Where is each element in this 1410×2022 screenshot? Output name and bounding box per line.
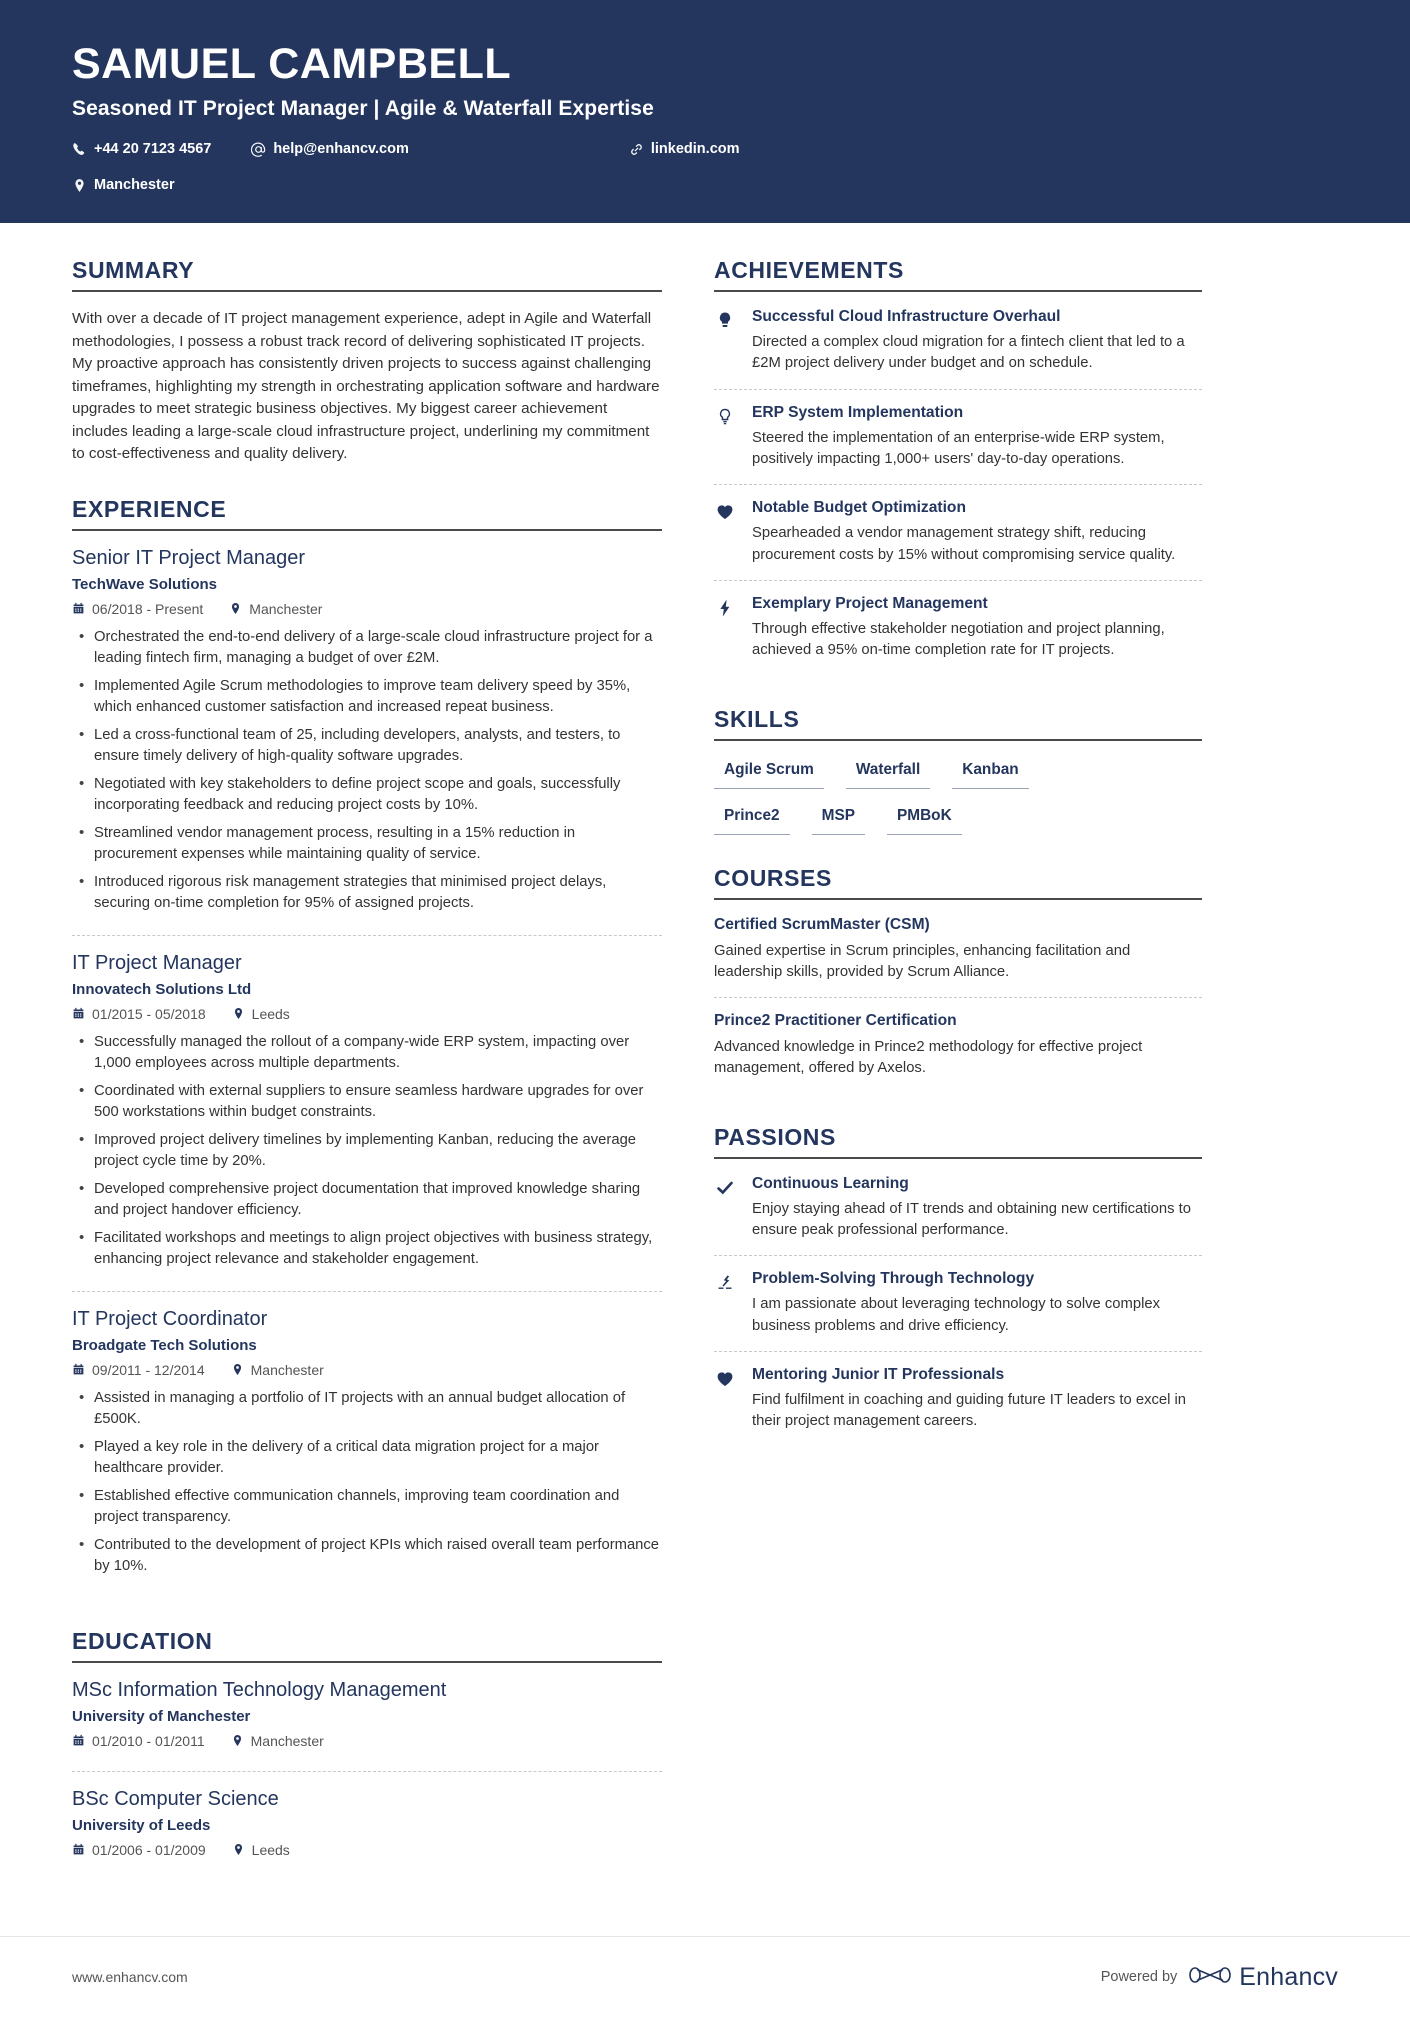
education-dates	[72, 1842, 206, 1858]
achievement-item	[714, 308, 1202, 389]
job-bullet: • Assisted in managing a portfolio of IT projects with an annual budget allocation of £500K.	[72, 1388, 662, 1430]
contact-phone	[72, 141, 211, 157]
skill-chip: Agile Scrum	[714, 757, 824, 789]
contact-location-text: Manchester	[94, 177, 175, 194]
section-title-experience: EXPERIENCE	[72, 496, 662, 531]
job-bullet: • Negotiated with key stakeholders to define project scope and goals, successfully incorporating feedback and reducing project costs by 10%.	[72, 774, 662, 816]
achievement-desc: Through effective stakeholder negotiation and project planning, achieved a 95% on-time completion rate for IT projects.	[752, 620, 1165, 659]
section-education	[72, 1628, 662, 1880]
job-location	[232, 1006, 290, 1022]
section-courses	[714, 865, 1202, 1094]
experience-item	[72, 935, 662, 1291]
calendar-icon	[72, 1363, 85, 1376]
map-pin-icon	[232, 1007, 245, 1020]
achievement-item	[714, 389, 1202, 485]
achievement-desc: Spearheaded a vendor management strategy shift, reducing procurement costs by 15% without compromising service quality.	[752, 525, 1176, 563]
section-experience	[72, 496, 662, 1598]
job-bullet: • Contributed to the development of project KPIs which raised overall team performance by 10%.	[72, 1535, 662, 1577]
resume-body	[0, 223, 1410, 1910]
link-icon	[629, 142, 644, 157]
section-title-summary: SUMMARY	[72, 257, 662, 292]
heart-icon	[714, 501, 736, 523]
job-meta	[72, 1362, 662, 1378]
achievement-title: Successful Cloud Infrastructure Overhaul	[752, 308, 1061, 326]
job-bullet: • Successfully managed the rollout of a company-wide ERP system, impacting over 1,000 employees across multiple departments.	[72, 1032, 662, 1074]
idea-bulb-icon	[714, 406, 736, 428]
achievement-desc: Steered the implementation of an enterprise-wide ERP system, positively impacting 1,000+ users' day-to-day operations.	[752, 429, 1165, 468]
section-title-passions: PASSIONS	[714, 1124, 1202, 1159]
achievement-title: Notable Budget Optimization	[752, 499, 966, 517]
contact-row	[72, 135, 1338, 157]
education-location-text: Manchester	[250, 1732, 324, 1749]
calendar-icon	[72, 1843, 85, 1856]
job-location-text: Leeds	[251, 1005, 290, 1022]
section-summary	[72, 257, 662, 466]
passion-title: Continuous Learning	[752, 1174, 909, 1192]
section-achievements	[714, 257, 1202, 675]
map-pin-icon	[231, 1363, 244, 1376]
section-title-achievements: ACHIEVEMENTS	[714, 257, 1202, 292]
footer-url[interactable]: www.enhancv.com	[72, 1969, 188, 1986]
contact-phone-text: +44 20 7123 4567	[94, 141, 212, 158]
contact-email[interactable]	[251, 141, 409, 157]
map-pin-icon	[232, 1843, 245, 1856]
section-title-skills: SKILLS	[714, 706, 1202, 741]
check-icon	[714, 1177, 736, 1199]
map-pin-icon	[72, 178, 87, 193]
education-location	[232, 1842, 290, 1858]
job-bullet: • Orchestrated the end-to-end delivery of a large-scale cloud infrastructure project for a leading fintech firm, managing a budget of over £2M.	[72, 627, 662, 669]
section-title-courses: COURSES	[714, 865, 1202, 900]
brand-name: Enhancv	[1239, 1962, 1338, 1991]
calendar-icon	[72, 1007, 85, 1020]
job-dates	[72, 601, 203, 617]
section-passions	[714, 1124, 1202, 1447]
job-location	[231, 1362, 324, 1378]
job-bullet: • Streamlined vendor management process, resulting in a 15% reduction in procurement expenses while maintaining quality of service.	[72, 823, 662, 865]
education-school: University of Manchester	[72, 1707, 251, 1725]
job-bullet: • Led a cross-functional team of 25, including developers, analysts, and testers, to ensure timely delivery of high-quality software upgrades.	[72, 725, 662, 767]
course-item	[714, 916, 1202, 998]
enhancv-mark-icon	[1189, 1964, 1231, 1991]
skill-chip: Waterfall	[846, 757, 930, 789]
section-skills	[714, 706, 1202, 835]
experience-item	[72, 1291, 662, 1598]
education-item	[72, 1679, 662, 1771]
job-bullets	[72, 1388, 662, 1577]
powered-by-label: Powered by	[1100, 1969, 1178, 1986]
calendar-icon	[72, 602, 85, 615]
lightbulb-icon	[714, 310, 736, 332]
achievement-item	[714, 484, 1202, 580]
job-meta	[72, 1006, 662, 1022]
resume-footer	[0, 1936, 1410, 2022]
job-dates	[72, 1362, 205, 1378]
passion-desc: I am passionate about leveraging technology to solve complex business problems and drive efficiency.	[752, 1296, 1160, 1334]
left-column	[72, 257, 662, 1910]
job-bullet: • Developed comprehensive project documentation that improved knowledge sharing and project handover efficiency.	[72, 1179, 662, 1221]
passion-desc: Find fulfilment in coaching and guiding future IT leaders to excel in their project management careers.	[752, 1391, 1187, 1430]
job-dates	[72, 1006, 206, 1022]
professional-headline: Seasoned IT Project Manager | Agile & Waterfall Expertise	[72, 97, 654, 121]
job-title: Senior IT Project Manager	[72, 546, 306, 569]
job-location	[229, 601, 322, 617]
education-dates	[72, 1733, 205, 1749]
job-bullet: • Coordinated with external suppliers to ensure seamless hardware upgrades for over 500 workstations within budget constraints.	[72, 1081, 662, 1123]
at-sign-icon	[251, 142, 266, 157]
passion-item	[714, 1175, 1202, 1256]
job-location-text: Manchester	[249, 600, 323, 617]
education-degree: MSc Information Technology Management	[72, 1678, 447, 1701]
puzzle-tech-icon	[714, 1272, 736, 1294]
job-bullets	[72, 1032, 662, 1270]
section-title-education: EDUCATION	[72, 1628, 662, 1663]
contact-linkedin-text: linkedin.com	[650, 141, 740, 158]
job-bullet: • Established effective communication channels, improving team coordination and project transparency.	[72, 1486, 662, 1528]
passion-item	[714, 1351, 1202, 1447]
course-title: Certified ScrumMaster (CSM)	[714, 915, 930, 933]
job-location-text: Manchester	[250, 1361, 324, 1378]
resume-header	[0, 0, 1410, 223]
contact-row-secondary	[72, 171, 1338, 193]
course-desc: Gained expertise in Scrum principles, enhancing facilitation and leadership skills, provided by Scrum Alliance.	[714, 942, 1131, 980]
skill-chip: PMBoK	[887, 803, 962, 835]
lightning-bolt-icon	[714, 597, 736, 619]
job-bullet: • Introduced rigorous risk management strategies that minimised project delays, securing on-time completion for 95% of assigned projects.	[72, 872, 662, 914]
job-company: Innovatech Solutions Ltd	[72, 980, 252, 998]
job-company: TechWave Solutions	[72, 575, 218, 593]
contact-email-text: help@enhancv.com	[273, 141, 409, 158]
education-dates-text: 01/2010 - 01/2011	[92, 1732, 205, 1749]
education-meta	[72, 1842, 662, 1858]
job-title: IT Project Manager	[72, 951, 242, 974]
skill-chip: Kanban	[952, 757, 1028, 789]
job-dates-text: 01/2015 - 05/2018	[92, 1005, 206, 1022]
page-title: SAMUEL CAMPBELL	[72, 40, 512, 88]
education-location	[231, 1733, 324, 1749]
right-column	[714, 257, 1202, 1910]
experience-item	[72, 547, 662, 935]
map-pin-icon	[229, 602, 242, 615]
job-bullet: • Implemented Agile Scrum methodologies to improve team delivery speed by 35%, which enhanced customer satisfaction and increased repeat business.	[72, 676, 662, 718]
job-meta	[72, 601, 662, 617]
summary-text: With over a decade of IT project management experience, adept in Agile and Waterfall methodologies, I possess a robust track record of delivering sophisticated IT projects. My proactive approach has consistently driven projects to success against challenging timeframes, highlighting my strength in orchestrating application software and hardware upgrades to meet strategic business objectives. My biggest career achievement includes leading a large-scale cloud infrastructure project, underlining my commitment to cost-effectiveness and quality delivery.	[72, 310, 660, 463]
passion-desc: Enjoy staying ahead of IT trends and obtaining new certifications to ensure peak professional performance.	[752, 1200, 1191, 1238]
contact-linkedin[interactable]	[629, 141, 740, 157]
powered-by-block	[1101, 1963, 1338, 1992]
skill-chip: MSP	[812, 803, 865, 835]
course-item	[714, 997, 1202, 1094]
brand-logo	[1189, 1963, 1338, 1992]
education-location-text: Leeds	[251, 1841, 290, 1858]
education-item	[72, 1771, 662, 1880]
contact-location	[72, 177, 175, 193]
phone-icon	[72, 142, 87, 157]
heart-icon	[714, 1368, 736, 1390]
achievement-item	[714, 580, 1202, 676]
education-meta	[72, 1733, 662, 1749]
education-school: University of Leeds	[72, 1816, 211, 1834]
achievement-title: ERP System Implementation	[752, 403, 964, 421]
skills-row	[714, 757, 1202, 789]
skills-list	[714, 757, 1202, 835]
job-dates-text: 06/2018 - Present	[92, 600, 204, 617]
job-company: Broadgate Tech Solutions	[72, 1336, 257, 1354]
calendar-icon	[72, 1734, 85, 1747]
skill-chip: Prince2	[714, 803, 790, 835]
passion-title: Mentoring Junior IT Professionals	[752, 1365, 1005, 1383]
job-dates-text: 09/2011 - 12/2014	[92, 1361, 205, 1378]
job-bullet: • Facilitated workshops and meetings to align project objectives with business strategy, enhancing project relevance and stakeholder engagement.	[72, 1228, 662, 1270]
job-bullet: • Played a key role in the delivery of a critical data migration project for a major healthcare provider.	[72, 1437, 662, 1479]
education-degree: BSc Computer Science	[72, 1787, 279, 1810]
course-title: Prince2 Practitioner Certification	[714, 1012, 957, 1030]
achievement-title: Exemplary Project Management	[752, 594, 988, 612]
achievement-desc: Directed a complex cloud migration for a fintech client that led to a £2M project delivery under budget and on schedule.	[752, 334, 1185, 372]
passion-title: Problem-Solving Through Technology	[752, 1270, 1035, 1288]
job-title: IT Project Coordinator	[72, 1307, 268, 1330]
job-bullet: • Improved project delivery timelines by implementing Kanban, reducing the average project cycle time by 20%.	[72, 1130, 662, 1172]
education-dates-text: 01/2006 - 01/2009	[92, 1841, 206, 1858]
course-desc: Advanced knowledge in Prince2 methodology for effective project management, offered by Axelos.	[714, 1039, 1143, 1077]
map-pin-icon	[231, 1734, 244, 1747]
skills-row	[714, 803, 1202, 835]
job-bullets	[72, 627, 662, 914]
passion-item	[714, 1255, 1202, 1351]
